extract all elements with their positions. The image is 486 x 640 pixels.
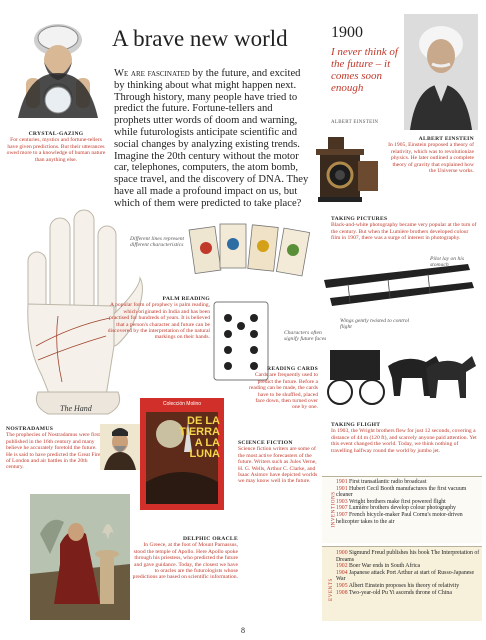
book-title: DE LA TIERRA A LA LUNA [179,415,220,460]
quote-year: 1900 [331,24,363,41]
camera-image [314,131,384,211]
palm-reading-caption: PALM READING A popular form of prophecy is palm reading, which originated in India and has been practised for hundreds of years. It is believed that a person's character and future can be discovered by the interpretation of the natural markings on their hands. [107,296,210,341]
cards-characters-note: Characters often signify future faces [284,330,327,343]
einstein-caption: ALBERT EINSTEIN In 1905, Einstein proposed a theory of relativity, which was to revolutionize physics. He later outlined a complete theory of gravity that explained how the Universe works. [388,136,474,175]
inventions-item: 1903 Wright brothers make first powered flight [336,498,446,505]
taking-flight-caption: TAKING FLIGHT In 1903, the Wright brothers flew for just 12 seconds, covering a distance of 44 m (120 ft), and scarcely anyone paid attention. Yet this event changed the world. Today, we think nothing of travelling halfway round the world by jumbo jet. [331,422,477,454]
inventions-item: 1907 French bicycle-maker Paul Cornu's motor-driven helicopter takes to the air [336,511,463,525]
wings-note: Wings gently twisted to control flight [340,318,410,331]
delphic-oracle-caption: DELPHIC ORACLE In Greece, at the foot of Mount Parnassus, stood the temple of Apollo. Here Apollo spoke through his priestess, who predicted the future and gave guidance. Today, the closest we have to oracles are the futurologists whose predictions are based on scientific information. [132,536,238,581]
inventions-label: INVENTIONS [331,491,337,528]
crystal-gazing-caption: CRYSTAL-GAZING For centuries, mystics and fortune-tellers have given predictions. But their utterances owed more to a knowledge of human nature than anything else. [6,131,106,163]
events-label: EVENTS [328,578,334,601]
events-timeline [322,546,482,621]
intro-text: We are fascinated by the future, and excited by thinking about what might happen next. Through history, many people have tried to predict the future. Fortune-tellers and prophets utter words of doom and warning, while futurologists anticipate scientific and social changes by analyzing existing trends. Imagine the 20th century without the motor car, telephones, computers, the atom bomb, space travel, and the discovery of DNA. They have all made a profound impact on us, but which of them were predicted to take place? [114,68,309,209]
events-item: 1900 Sigmund Freud publishes his book The Interpretation of Dreams [336,550,480,563]
pilot-note: Pilot lay on his stomach [430,256,465,269]
events-item: 1904 Japanese attack Port Arthur at start of Russo-Japanese War [336,569,475,583]
inventions-timeline [322,476,482,543]
wright-flyer-image [318,262,478,322]
nostradamus-portrait [100,424,140,470]
events-item: 1908 Two-year-old Pu Yi ascends throne of China [336,589,452,596]
einstein-portrait [404,14,478,130]
events-item: 1902 Boer War ends in South Africa [336,563,421,570]
page-title: A brave new world [112,26,288,51]
events-item: 1905 Albert Einstein proposes his theory of relativity [336,582,460,589]
taking-pictures-caption: TAKING PICTURES Black-and-white photography became very popular at the turn of the century. But when the Lumière brothers developed colour film in 1907, there was a surge of interest in photography. [331,216,477,242]
inventions-item: 1907 Lumière brothers develop colour photography [336,505,456,512]
tarot-cards-image [188,222,312,298]
quote-author: ALBERT EINSTEIN [331,120,379,125]
book-publisher: Colección Molino [162,401,202,407]
horse-carriage-image [326,336,478,408]
hand-label: The Hand [60,404,92,413]
science-fiction-caption: SCIENCE FICTION Science fiction writers are some of the most active forecasters of the future. Writers such as Jules Verne, H. G. Wells, Arthur C. Clarke, and Isaac Asimov have depicted worlds we may know well in the future. [238,440,318,485]
reading-cards-caption: READING CARDS Cards are frequently used to predict the future. Before a reading can be made, the cards have to be shuffled, placed face down, then turned over one by one. [249,366,318,411]
sci-fi-book-image [140,398,224,510]
delphic-oracle-painting [30,494,130,620]
palm-lines-note: Different lines represent different characteristics [130,236,185,249]
page-number: 8 [241,626,245,635]
quote-text: I never think of the future – it comes soon enough [331,46,398,94]
inventions-item: 1901 First transatlantic radio broadcast [336,479,427,485]
intro-lead: We are fascinated [114,68,190,79]
crystal-gazer-image [18,18,98,118]
nostradamus-caption: NOSTRADAMUS The prophecies of Nostradamus were first published in the 16th century and many believe he accurately foretold the future. He is said to have predicted the Great Fire of London and air battles in the 20th century. [6,426,101,471]
inventions-item: 1901 Hubert Cecil Booth manufactures the first vacuum cleaner [336,485,467,499]
